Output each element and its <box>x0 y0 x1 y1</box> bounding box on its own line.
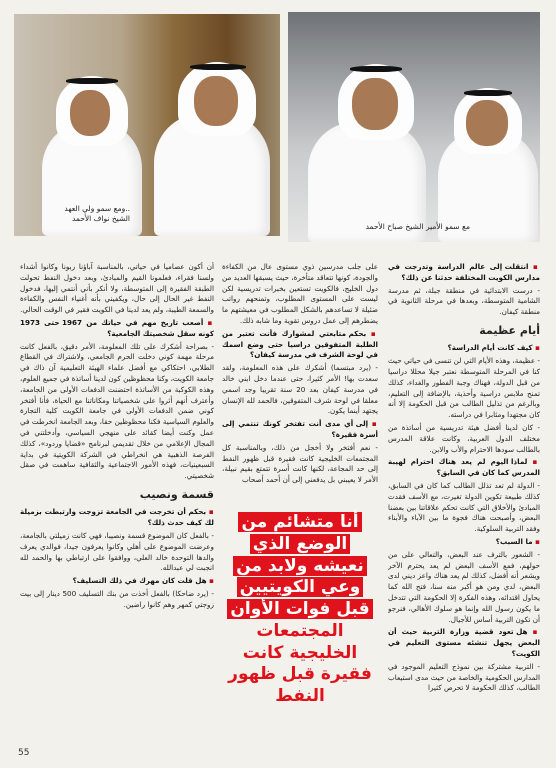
interview-question: ▪ بحكم متابعتي لمشوارك فأنت تعتبر من الطلبة المتفوقين دراسيا حتى وضع اسمك في لوحة الشرف في مدرسة كيفان؟ <box>222 329 378 361</box>
pull-quote-text: المجتمعات <box>256 620 344 641</box>
pull-quote-line <box>222 599 378 621</box>
interview-question: ▪ بحكم أن تخرجت في الجامعة تزوجت وارتبطت بزميلة لك كيف حدث ذلك؟ <box>20 507 214 529</box>
pull-quote-text: الوضع الذي <box>250 534 350 554</box>
pull-quote-text: النفط <box>275 686 325 706</box>
interview-answer: - (يرد ضاحكا) بالفعل أخذت من بنك التسليف 500 دينار إلى بيت زوجتي كمهر وهم كانوا راضين. <box>20 589 214 609</box>
photo-with-amir <box>288 12 540 242</box>
interview-answer: - الشعور بالترف عند البعض، والتعالي على من حولهم، فمع الأسف البعض لم يعد يحترم الآخر ويشعر أنه أفضل، كذلك لم يعد هناك واعز ديني لدى البعض، لدي ومن هو أكبر منه سنا، فتح الله كما يحاول اقتدائه، وهذه الفكرة إلا الحكومة التي تتدخل ما يكون رسول الله وإنما هو سلوك الأهالي، فنرجو أن تكون التربية أساس للأجيال. <box>388 549 540 624</box>
interview-answer: - بالفعل كان الموضوع قسمة ونصيبا، فهي كانت زميلتي بالجامعة، وعرضت الموضوع على أهلي وكانوا يعرفون جيدا، فوالدي يعرف والدها التوحدة خالد العلي، ووافقوا على ارتباطي بها والحمد لله انجبت لي عبدالله. <box>20 531 214 573</box>
pull-quote-text: نعيشه ولابد من <box>233 556 367 576</box>
pull-quote-text: وعي الكويتيين <box>237 577 364 597</box>
page-number: 55 <box>18 748 30 758</box>
interview-question: ▪ لماذا اليوم لم يعد هناك احترام لهيبة المدرس كما كان في السابق؟ <box>388 457 540 479</box>
section-heading: قسمة ونصيب <box>139 487 214 501</box>
pull-quote-line <box>222 621 378 643</box>
interview-answer: - كان لدينا أفضل هيئة تدريسية من أساتذة من مختلف الدول العربية، وكانت علاقة المدرس بالطالب سودها الاحترام والأب والابن. <box>388 423 540 454</box>
photo-caption-right: مع سمو الأمير الشيخ صباح الأحمد <box>365 222 470 231</box>
article-column-left <box>20 262 214 752</box>
pull-quote-line <box>222 686 378 708</box>
pull-quote-line <box>222 664 378 686</box>
interview-answer: - بصراحة أشكرك على تلك المعلومة، الأمر دقيق، بالفعل كانت مرحلة مهمة كوني دخلت الحرم الجامعي، ولاشتراك في القطاع الطلابي، احتكاكي مع أفضل علماء الهيئة التعليمية آن ذاك في جامعة الكويت، وكنا محظوظين كون لدينا أساتذة في جميع العلوم، وهذه الكوكبة من الأساتذة احتضنت الدفعات الأولى من الجامعة، وأعترف أنهم أثروا على شخصياتنا ومكاناتنا مع الحياة، فأنا أفتخر كوني ضمن الدفعات الأولى في جامعة الكويت كلية التجارة والعلوم السياسية فكنا محظوظين حقا، وبعد الجامعة انخرطت في عمل وكنت أيضا كقائد على منهجي السياسي، وأدخلتني في المجال الإعلامي من خلال تقديمي لبرنامج «قضايا وردود»، كذلك الفرصة الذهبية هي انخراطي في الشركة الكويتية في بداية السبعينيات، فهذه الأمور الاجتماعية والثقافية ساهمت في صقل شخصيتي. <box>20 341 214 481</box>
interview-answer: - (يرد مبتسما) أشكرك على هذه المعلومة، ولقد سعدت بها! الأمر كثيرا، حتى عندما دخل ابني خالد في مدرسة كيفان بعد 20 سنة تقريبا وجد اسمي معلقا في لوحة شرف المتفوقين، فالحمد لله الإنسان يجتهد أينما يكون. <box>222 363 378 416</box>
pull-quote-line <box>222 512 378 534</box>
interview-question: ▪ كيف كانت أيام الدراسة؟ <box>388 343 540 354</box>
pull-quote-text: أنا متشائم من <box>238 512 361 532</box>
section-heading: أيام عظيمة <box>479 323 540 337</box>
pull-quote-line <box>222 556 378 578</box>
interview-answer: أن أكون عصاميا في حياتي، بالمناسبة آباؤنا ربونا وكانوا أشداء ولسنا فقراء، فعلمونا القيم والمبادئ، وبعد دخول النفط تحولت الطبقة الفقيرة إلى المتوسطة، ولا أنكر بأني أنتمي إليها، فدخول النفط غير الحال إلى حال، ويكفيني بأنه أغنياء النفس والكفاءة والسمعة الطيبة، ولم يعد لدينا في الكويت فقير في الوقت الحالي. <box>20 262 214 315</box>
interview-answer: - نعم أفتخر ولا أخجل من ذلك، وبالمناسبة كل المجتمعات الخليجية كانت فقيرة قبل ظهور النفط إلى حد المجاعة، لكنها كانت أسرة تتمتع بقيم نبيلة، الأمر لا يعيبني بل يدفعني إلى أن أحمد أصحاب <box>222 442 378 485</box>
pull-quote-line <box>222 577 378 599</box>
interview-answer: - الدولة لم تعد تذلل الطالب كما كان في السابق، كذلك طبيعة تكوين الدولة تغيرت، مع الأسف فقدت المبادئ والأخلاق التي كانت تحكم علاقاتنا بين بعضنا البعض، وأصبحت هناك فجوة ما بين الآباء والأبناء وفقد التربية السلوكية. <box>388 481 540 534</box>
interview-question: ▪ إلى أي مدى أنت تفتخر كونك تنتمي إلى أسرة فقيرة؟ <box>222 419 378 441</box>
pull-quote <box>222 512 378 768</box>
photo-caption-left: ..ومع سمو ولي العهد الشيخ نواف الأحمد <box>64 204 130 224</box>
pull-quote-text: الخليجية كانت <box>242 642 358 663</box>
photo-with-crown-prince <box>14 14 280 236</box>
interview-question: ▪ ما السبب؟ <box>388 537 540 548</box>
interview-answer: - عظيمة، وهذه الأيام التي لن تنسى في حياتي حيث كنا في المرحلة المتوسطة نعتبر جيلا محللا دراسيا من قبل الدولة، فهناك وجبة الفطور والغداء، كذلك تمنح ملابس دراسية وأحذية، بالإضافة إلى التعليم، وبالرغم من تذليل الطالب من قبل الحكومة إلا أنه كان مجتهدا ومثابرا في دراسته. <box>388 356 540 420</box>
interview-question: ▪ هل تعود قضية وزارة التربية حيث أن البعض يجهل تنشئه مستوى التعليم في الكويت؟ <box>388 627 540 659</box>
pull-quote-text: قبل فوات الأوان <box>227 599 372 619</box>
interview-answer: على جلب مدرسين ذوي مستوى عال من الكفاءة والجودة، كونها تتعاقد متأخرة، حيث يسبقها العديد من دول الخليج، فالكويت تستعين بخبرات تدريسية لكن ليست على المستوى المطلوب، وتمنحهم رواتب ضئيلة لا تساعدهم بالشكل المطلوب في معيشتهم ما يضطرهم إلى عمل دروس تقوية وما شابه ذلك. <box>222 262 378 325</box>
article-column-middle <box>222 262 378 506</box>
interview-question: ▪ هل قلت كان مهرك في ذلك التسليف؟ <box>20 576 214 587</box>
interview-question: ▪ أصعب تاريخ مهم في حياتك من 1967 حتى 1973 كونه سقل شخصيتك الجامعية؟ <box>20 318 214 340</box>
pull-quote-line <box>222 534 378 556</box>
interview-question: ▪ انتقلت إلى عالم الدراسة وتدرجت في مدارس الكويت المختلفة حدثنا عن ذلك؟ <box>388 262 540 284</box>
pull-quote-text: فقيرة قبل ظهور <box>228 664 372 685</box>
article-column-right <box>388 262 540 752</box>
interview-answer: - التربية مشتركة بين نموذج التعليم الموجود في المدارس الحكومية والخاصة من حيث مدى استيعاب الطالب، كذلك الحكومة لا تحرص كثيرا <box>388 661 540 693</box>
pull-quote-line <box>222 643 378 665</box>
interview-answer: - درست الابتدائية في منطقة جبلة، ثم مدرسة الشامية المتوسطة، وبعدها في مرحلة الثانوية في منطقة كيفان. <box>388 285 540 317</box>
